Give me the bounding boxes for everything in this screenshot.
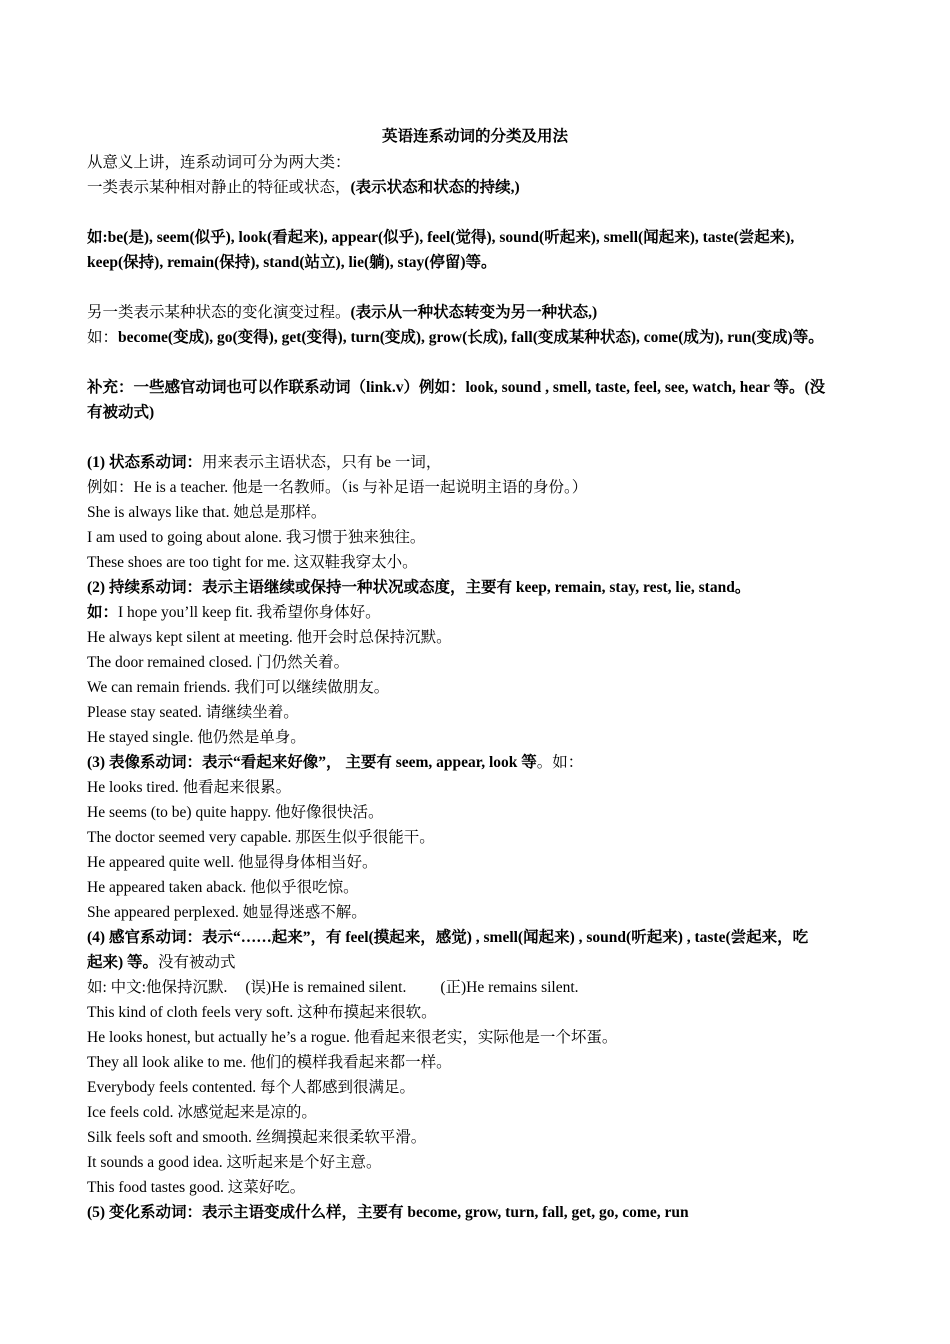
example-chinese: 如: 中文:他保持沉默. [87,979,228,996]
section-3-heading-bold: (3) 表像系动词：表示“看起来好像”， 主要有 seem, appear, look 等 [87,754,537,771]
example-line: Please stay seated. 请继续坐着。 [87,704,299,721]
example-line: We can remain friends. 我们可以继续做朋友。 [87,679,390,696]
example-line: He always kept silent at meeting. 他开会时总保持沉默。 [87,629,452,646]
intro-line-2-bold: (表示状态和状态的持续,) [350,179,520,196]
blank-line [87,275,887,300]
intro-line-6-bold: become(变成), go(变得), get(变得), turn(变成), grow(长成), fall(变成某种状态), come(成为), run(变成)等。 [118,329,824,346]
example-line: I am used to going about alone. 我习惯于独来独往。 [87,529,426,546]
section-4-heading-cont [87,950,887,975]
example-line: This kind of cloth feels very soft. 这种布摸起来很软。 [87,1004,437,1021]
example-line: Everybody feels contented. 每个人都感到很满足。 [87,1079,416,1096]
example-text: I hope you’ll keep fit. 我希望你身体好。 [118,604,381,621]
example-wrong: (误)He is remained silent. [245,979,407,996]
example-line: He looks tired. 他看起来很累。 [87,779,292,796]
section-5-heading: (5) 变化系动词：表示主语变成什么样，主要有 become, grow, turn, fall, get, go, come, run [87,1204,689,1221]
intro-line-5 [87,300,887,325]
section-1-heading-text: 用来表示主语状态，只有 be 一词， [201,454,442,471]
section-2-heading: (2) 持续系动词：表示主语继续或保持一种状况或态度，主要有 keep, remain, stay, rest, lie, stand。 [87,579,751,596]
example-line: This food tastes good. 这菜好吃。 [87,1179,306,1196]
intro-line-6-text: 如： [87,329,119,346]
intro-line-6 [87,325,887,350]
intro-line-1: 从意义上讲，连系动词可分为两大类： [87,154,351,171]
document-body [87,150,887,1225]
intro-line-4: keep(保持), remain(保持), stand(站立), lie(躺), stay(停留)等。 [87,254,497,271]
intro-line-5-bold: (表示从一种状态转变为另一种状态,) [350,304,598,321]
example-line: He stayed single. 他仍然是单身。 [87,729,306,746]
blank-line [87,200,887,225]
example-line: 例如：He is a teacher. 他是一名教师。（is 与补足语一起说明主语的身份。） [87,479,588,496]
example-line: He appeared quite well. 他显得身体相当好。 [87,854,378,871]
example-line: These shoes are too tight for me. 这双鞋我穿太小。 [87,554,418,571]
section-3-heading-text: 。如： [536,754,584,771]
example-prefix: 如： [87,604,119,621]
example-line [87,975,887,1000]
example-line: He looks honest, but actually he’s a rogue. 他看起来很老实，实际他是一个坏蛋。 [87,1029,618,1046]
example-line: Silk feels soft and smooth. 丝绸摸起来很柔软平滑。 [87,1129,427,1146]
example-line: Ice feels cold. 冰感觉起来是凉的。 [87,1104,317,1121]
example-line: The doctor seemed very capable. 那医生似乎很能干。 [87,829,435,846]
example-line: He seems (to be) quite happy. 他好像很快活。 [87,804,384,821]
example-correct: (正)He remains silent. [440,979,579,996]
section-4-heading-text: 没有被动式 [158,954,236,971]
section-4-heading-bold: 起来) 等。 [87,954,159,971]
supplement-line-1: 补充：一些感官动词也可以作联系动词（link.v）例如：look, sound , smell, taste, feel, see, watch, hear 等。(没 [87,379,826,396]
example-line: She is always like that. 她总是那样。 [87,504,327,521]
blank-line [87,350,887,375]
intro-line-5-text: 另一类表示某种状态的变化演变过程。 [87,304,351,321]
example-line: It sounds a good idea. 这听起来是个好主意。 [87,1154,382,1171]
section-1-heading-bold: (1) 状态系动词： [87,454,202,471]
intro-line-3: 如:be(是), seem(似乎), look(看起来), appear(似乎), feel(觉得), sound(听起来), smell(闻起来), taste(尝起来), [87,229,795,246]
supplement-line-2: 有被动式) [87,404,155,421]
example-line: They all look alike to me. 他们的模样我看起来都一样。 [87,1054,452,1071]
document-title: 英语连系动词的分类及用法 [381,128,568,145]
example-line: She appeared perplexed. 她显得迷惑不解。 [87,904,367,921]
example-line [87,600,887,625]
section-3-heading [87,750,887,775]
example-line: He appeared taken aback. 他似乎很吃惊。 [87,879,359,896]
section-4-heading: (4) 感官系动词：表示“……起来”，有 feel(摸起来，感觉) , smell(闻起来) , sound(听起来) , taste(尝起来，吃 [87,929,809,946]
intro-line-2 [87,175,887,200]
example-line: The door remained closed. 门仍然关着。 [87,654,350,671]
blank-line [87,425,887,450]
intro-line-2-text: 一类表示某种相对静止的特征或状态， [87,179,351,196]
section-1-heading [87,450,887,475]
